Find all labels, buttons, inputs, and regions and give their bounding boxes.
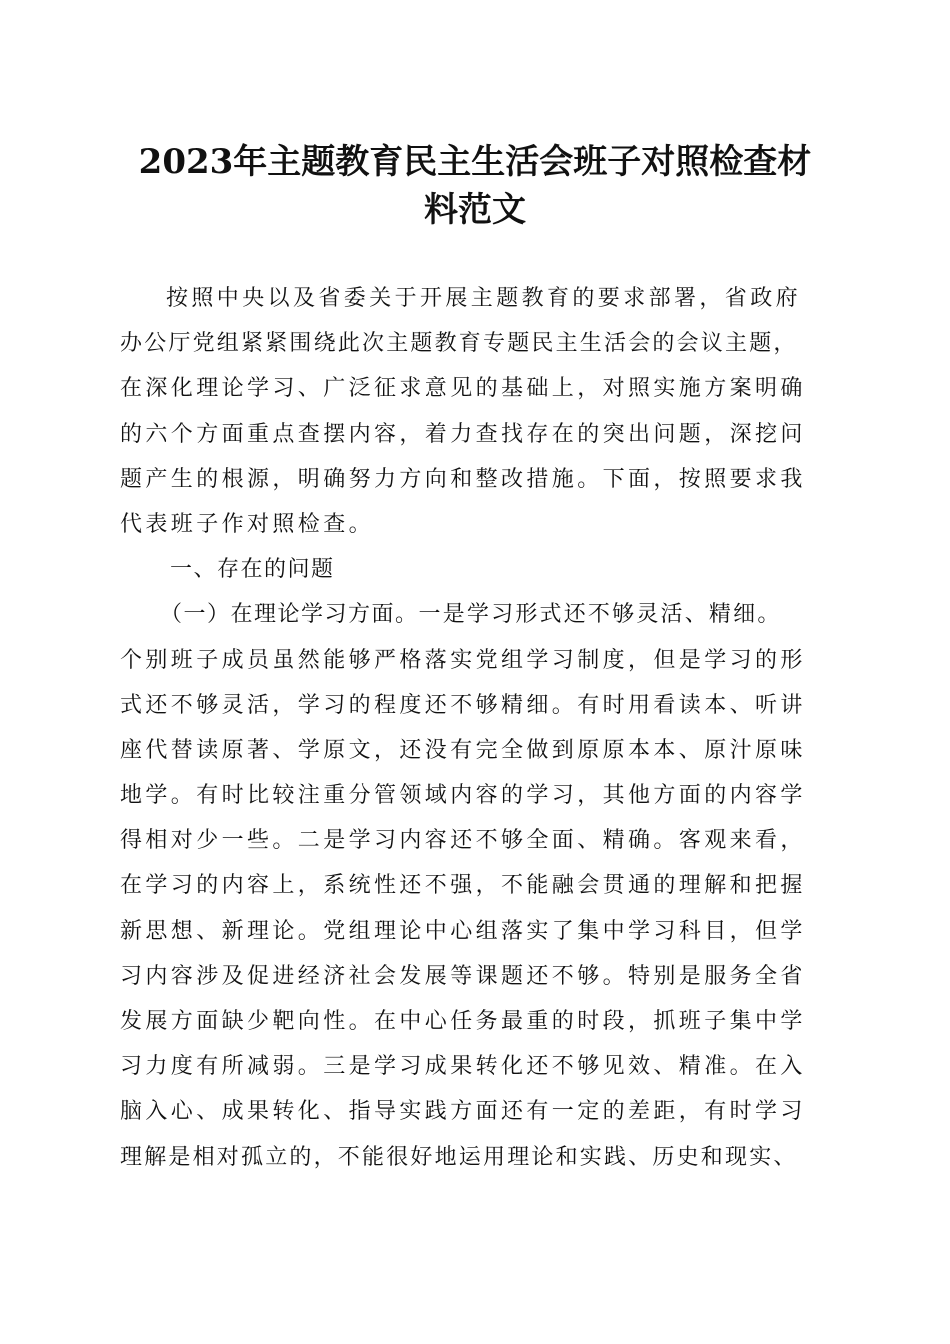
intro-line: 的六个方面重点查摆内容，着力查找存在的突出问题，深挖问 [120,421,806,447]
subsection-line: 座代替读原著、学原文，还没有完全做到原原本本、原汁原味 [120,737,806,763]
subsection-line: 新思想、新理论。党组理论中心组落实了集中学习科目，但学 [120,918,806,944]
subsection-line: 脑入心、成果转化、指导实践方面还有一定的差距，有时学习 [120,1099,806,1125]
intro-line: 办公厅党组紧紧围绕此次主题教育专题民主生活会的会议主题， [120,331,798,357]
title-line-1: 2023年主题教育民主生活会班子对照检查材 [138,142,812,182]
document-body [120,276,835,1180]
subsection-line: 习内容涉及促进经济社会发展等课题还不够。特别是服务全省 [120,963,806,989]
subsection-label: （一）在理论学习方面。 [160,602,419,628]
subsection-first-line [120,592,835,637]
subsection-line: 理解是相对孤立的，不能很好地运用理论和实践、历史和现实、 [120,1144,798,1170]
subsection-line: 个别班子成员虽然能够严格落实党组学习制度，但是学习的形 [120,647,806,673]
document-title [120,138,830,234]
subsection-line: 得相对少一些。二是学习内容还不够全面、精确。客观来看， [120,828,806,854]
subsection-line: 习力度有所减弱。三是学习成果转化还不够见效、精准。在入 [120,1054,806,1080]
subsection-first-line-text: 一是学习形式还不够灵活、精细。 [418,602,782,628]
subsection-line: 式还不够灵活，学习的程度还不够精细。有时用看读本、听讲 [120,692,806,718]
subsection-line: 发展方面缺少靶向性。在中心任务最重的时段，抓班子集中学 [120,1009,806,1034]
title-line-2: 料范文 [424,190,526,230]
intro-line: 在深化理论学习、广泛征求意见的基础上，对照实施方案明确 [120,376,806,402]
intro-line: 按照中央以及省委关于开展主题教育的要求部署，省政府 [166,286,802,311]
intro-line: 题产生的根源，明确努力方向和整改措施。下面，按照要求我 [120,466,806,492]
subsection-line: 地学。有时比较注重分管领域内容的学习，其他方面的内容学 [120,783,806,809]
section-heading: 一、存在的问题 [170,557,335,583]
intro-line: 代表班子作对照检查。 [120,511,375,537]
subsection-line: 在学习的内容上，系统性还不强，不能融会贯通的理解和把握 [120,873,806,899]
